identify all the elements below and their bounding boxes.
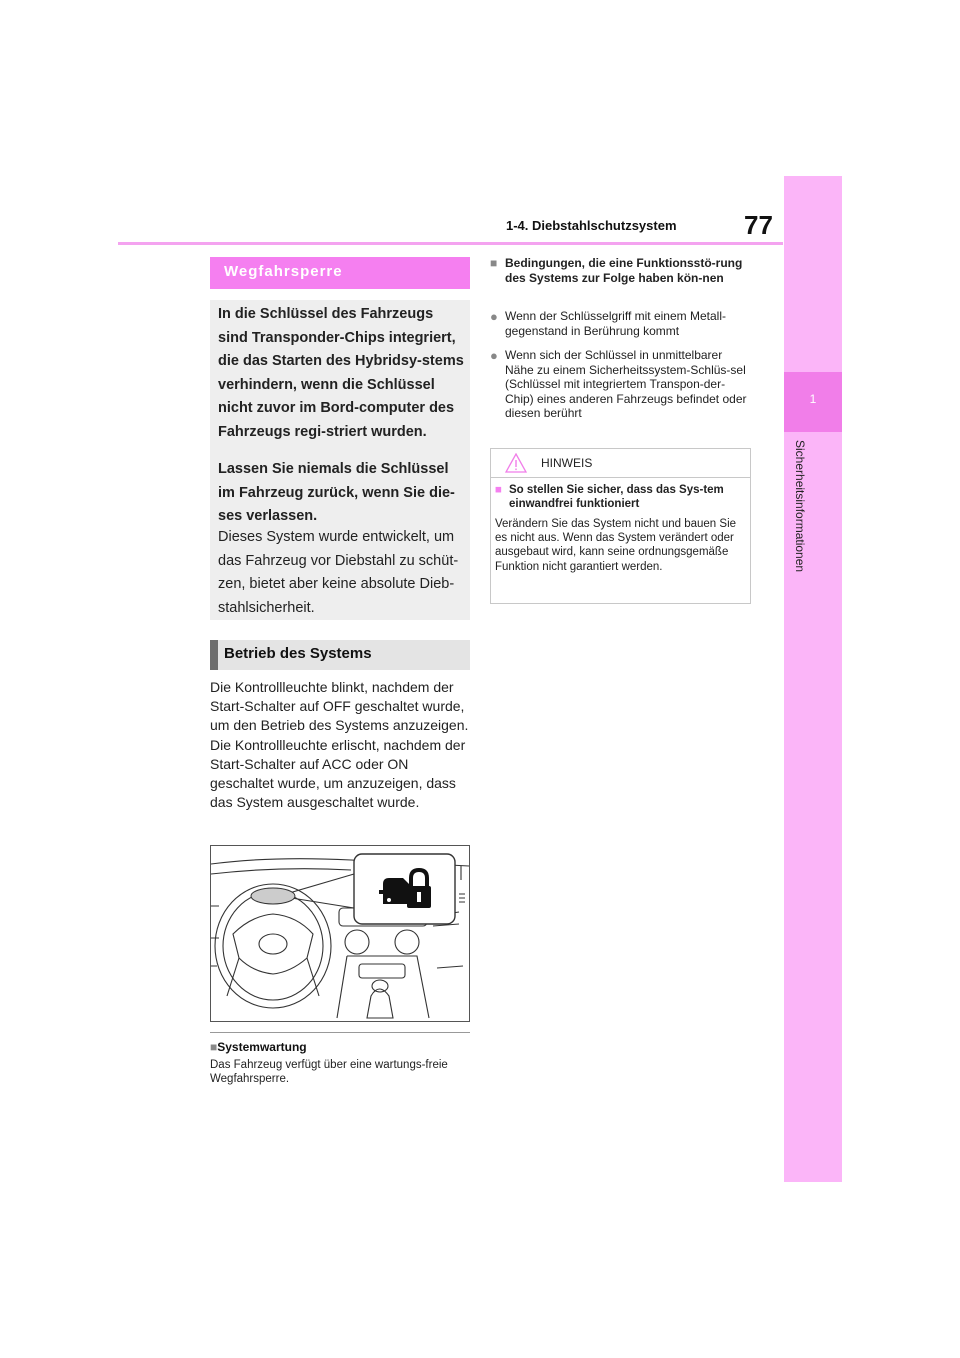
heading-wegfahrsperre-text: Wegfahrsperre	[224, 263, 343, 280]
hinweis-box	[490, 448, 751, 604]
heading-betrieb	[210, 640, 470, 670]
intro-paragraph: Dieses System wurde entwickelt, um das Fahrzeug vor Diebstahl zu schüt-zen, bietet aber keine absolute Dieb-stahlsicherheit.	[218, 529, 459, 616]
hinweis-text: Verändern Sie das System nicht und bauen Sie es nicht aus. Wenn das System verändert oder ausgebaut wird, kann seine ordnungsgemäße Funktion nicht garantiert werden.	[495, 518, 737, 573]
square-bullet-icon: ■	[210, 1040, 218, 1054]
intro-box	[210, 300, 470, 620]
conditions-title-text: Bedingungen, die eine Funktionsstö-rung des Systems zur Folge haben kön-nen	[505, 256, 743, 285]
intro-bold-paragraph-2: Lassen Sie niemals die Schlüssel im Fahrzeug zurück, wenn Sie die-ses verlassen.	[218, 461, 455, 524]
circle-bullet-icon: ●	[490, 309, 498, 324]
maintenance-title	[210, 1040, 307, 1054]
maintenance-rule	[210, 1032, 470, 1033]
header-rule	[118, 242, 783, 245]
condition-item-text: Wenn der Schlüsselgriff mit einem Metall-gegenstand in Berührung kommt	[505, 309, 726, 338]
section-title: 1-4. Diebstahlschutzsystem	[506, 218, 677, 233]
chapter-side-tab[interactable]	[784, 176, 842, 1182]
chapter-label: Sicherheitsinformationen	[793, 440, 807, 573]
page-number: 77	[744, 210, 773, 240]
condition-item	[490, 348, 752, 421]
operation-text	[210, 678, 472, 812]
square-bullet-icon: ■	[495, 484, 502, 496]
heading-betrieb-bar	[210, 640, 218, 670]
maintenance-title-text: Systemwartung	[217, 1040, 307, 1054]
circle-bullet-icon: ●	[490, 348, 498, 363]
operation-text-2: Die Kontrollleuchte erlischt, nachdem der Start-Schalter auf ACC oder ON geschaltet wurde, um anzuzeigen, dass das System ausgeschaltet wurde.	[210, 736, 466, 811]
conditions-title	[490, 256, 752, 285]
maintenance-text: Das Fahrzeug verfügt über eine wartungs-freie Wegfahrsperre.	[210, 1059, 448, 1085]
condition-item-text: Wenn sich der Schlüssel in unmittelbarer Nähe zu einem Sicherheitssystem-Schlüs-sel (Schlüssel mit integriertem Transpon-der-Chip) eines anderen Fahrzeugs befindet oder diesen berührt	[505, 348, 747, 420]
dashboard-illustration	[210, 845, 470, 1022]
hinweis-header	[491, 449, 750, 478]
operation-text-1: Die Kontrollleuchte blinkt, nachdem der Start-Schalter auf OFF geschaltet wurde, um den Betrieb des Systems anzuzeigen.	[210, 679, 469, 734]
condition-item	[490, 309, 752, 338]
hinweis-label: HINWEIS	[541, 456, 593, 470]
heading-wegfahrsperre	[210, 257, 470, 289]
heading-betrieb-text: Betrieb des Systems	[224, 645, 372, 662]
warning-triangle-icon	[505, 453, 527, 473]
intro-bold-paragraph-1: In die Schlüssel des Fahrzeugs sind Transponder-Chips integriert, die das Starten des Hybridsy-stems verhindern, wenn die Schlüssel nicht zuvor im Bord-computer des Fahrzeugs regi-striert wurden.	[218, 306, 464, 440]
hinweis-subtitle-text: So stellen Sie sicher, dass das Sys-tem einwandfrei funktioniert	[509, 484, 724, 510]
square-bullet-icon: ■	[490, 256, 498, 270]
chapter-number: 1	[809, 392, 817, 406]
hinweis-subtitle	[495, 483, 745, 511]
dashboard-illustration-drawing	[211, 846, 469, 1021]
